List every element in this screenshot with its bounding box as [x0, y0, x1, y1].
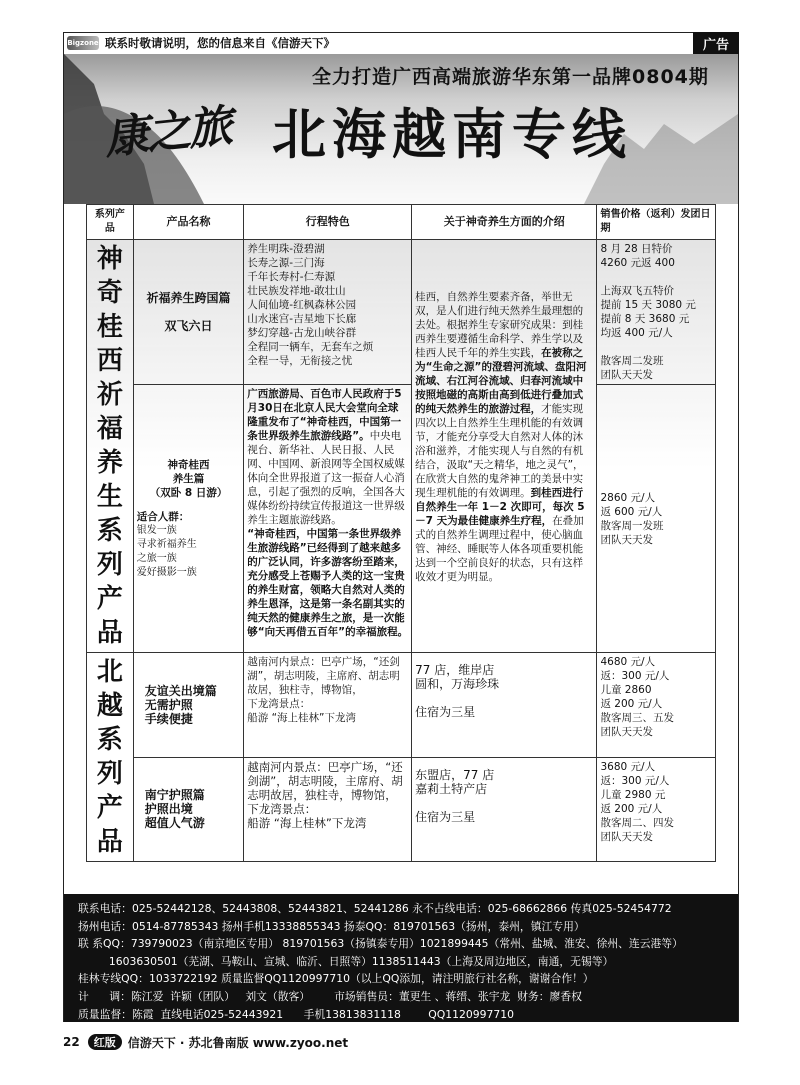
- intro-text: 在叠加式的自然养生调理过程中，使心脑血管、神经、睡眠等人体各项重要机能达到一个空前良好的状态，只有这样收效才更为明显。: [415, 515, 584, 583]
- headline: 北海越南专线: [272, 103, 632, 166]
- contact-line: 计 调：陈江爱 许颖（团队） 刘文（散客） 市场销售员：董更生 、蒋缙、张宇龙 财务：廖香权: [78, 989, 582, 1003]
- product-name: 南宁护照篇 护照出境 超值人气游: [144, 788, 205, 831]
- contact-line: 桂林专线QQ：1033722192 质量监督QQ1120997710（以上QQ添加，请注明旅行社名称，谢谢合作！）: [78, 972, 594, 986]
- intro-text: 桂西，自然养生要素齐备，举世无双，是人们进行纯天然养生最理想的去处。根据养生专家研究成果：到桂西养生要遵循生命科学、养生学以及桂西人民千年的养生实践，: [415, 291, 584, 359]
- intro-text-bold: 在被称之为“生命之源”的澄碧河流域、盘阳河流域、右江河谷流域、归春河流域中按照地磁的高斯由高到低进行叠加式的纯天然养生的旅游过程，: [415, 347, 587, 415]
- contact-footer: [64, 894, 738, 1022]
- table-row: [87, 757, 716, 862]
- product-name: 祈福养生跨国篇: [146, 291, 231, 305]
- crowd-block: [137, 510, 241, 580]
- news-bold: 广西旅游局、百色市人民政府于5月30日在北京人民大会堂向全球隆重发布了“神奇桂西，中国第一条世界级养生旅游线路”。: [247, 388, 402, 442]
- page-number: 22: [63, 1035, 80, 1049]
- crowd-list: 银发一族 寻求祈福养生 之旅一族 爱好摄影一族: [136, 524, 197, 578]
- header-intro: 关于神奇养生方面的介绍: [412, 205, 597, 240]
- product-name: 友谊关出境篇 无需护照 手续便捷: [144, 683, 217, 726]
- contact-line: 质量监督：陈霞 直线电话025-52443921 手机13813831118 QQ1120997710: [78, 1007, 514, 1021]
- contact-line: 扬州电话：0514-87785343 扬州手机13338855343 扬泰QQ：819701563（扬州，泰州，镇江专用）: [78, 919, 585, 933]
- header-price: 销售价格（返利）发团日期: [597, 205, 716, 240]
- itinerary-cell: 越南河内景点：巴亭广场，“还剑湖”，胡志明陵，主席府、胡志明故居，独柱寺，博物馆， 下龙湾景点： 船游 “海上桂林”下龙湾: [244, 757, 412, 862]
- shops-cell: 77 店，维岸店 圆和，万海珍珠 住宿为三星: [412, 653, 597, 758]
- table-row: [87, 240, 716, 385]
- table-row: [87, 385, 716, 653]
- contact-line: 1603630501（芜湖、马鞍山、宣城、临沂、日照等）1138511443（上海及周边地区，南通，无锡等）: [78, 954, 614, 968]
- product-name-cell: [133, 385, 244, 653]
- intro-text: 才能实现四次以上自然养生生理机能的有效调节，才能充分享受大自然对人体的沐浴和滋养，才能实现人与自然的有机结合，汲取“天之精华，地之灵气”，在欣赏大自然的鬼斧神工的美景中实现生理机能的有效调理。: [415, 403, 584, 499]
- hero-banner: [64, 54, 738, 204]
- series-guixi: 神奇桂西祈福养生系列产品: [87, 240, 134, 653]
- itinerary-cell: 越南河内景点：巴亭广场，“还剑湖”，胡志明陵，主席府、胡志明故居，独柱寺，博物馆， 下龙湾景点： 船游 “海上桂林”下龙湾: [244, 653, 412, 758]
- header-itinerary: 行程特色: [244, 205, 412, 240]
- contact-line: 联 系QQ：739790023（南京地区专用） 819701563（扬镇泰专用）1021899445（常州、盐城、淮安、徐州、连云港等）: [78, 937, 683, 951]
- publication-title: 信游天下 · 苏北鲁南版 www.zyoo.net: [127, 1035, 349, 1050]
- price-cell: 2860 元/人 返 600 元/人 散客周一发班 团队天天发: [597, 385, 716, 653]
- price-cell: 8 月 28 日特价 4260 元返 400 上海双飞五特价 提前 15 天 3080 元 提前 8 天 3680 元 均返 400 元/人 散客周二发班 团队天天发: [597, 240, 716, 385]
- top-bar: [63, 32, 739, 54]
- price-cell: 4680 元/人 返：300 元/人 儿童 2860 返 200 元/人 散客周三、五发 团队天天发: [597, 653, 716, 758]
- intro-text-bold: 到桂西进行自然养生一年 1－2 次即可，每次 5－7 天为最佳健康养生疗程，: [415, 487, 585, 527]
- brand-logo: 康之旅: [102, 100, 233, 165]
- news-bold: “神奇桂西，中国第一条世界级养生旅游线路”已经得到了越来越多的广泛认同，许多游客纷至踏来，充分感受上苍赐予人类的这一宝贵的养生财富，领略大自然对人类的养生恩泽，这是第一条名副其实的纯天然的健康养生之旅，是一次能够“向天再借五百年”的幸福旅程。: [247, 528, 409, 638]
- ad-tag: 广告: [693, 32, 739, 54]
- series-north-vietnam: 北越系列产品: [87, 653, 134, 862]
- health-intro-cell: [412, 240, 597, 653]
- product-name-cell: [133, 653, 244, 758]
- product-days: 双飞六日: [164, 319, 213, 333]
- product-table: [86, 204, 716, 862]
- header-series: 系列产品: [87, 205, 134, 240]
- itinerary-cell: 养生明珠-澄碧湖 长寿之源-三门海 千年长寿村-仁寿源 壮民族发祥地-敢壮山 人间仙境-红枫森林公园 山水迷宫-吉星地下长廊 梦幻穿越-古龙山峡谷群 全程同一辆车，无套车之烦 全程一导，无衔接之忧: [244, 240, 412, 385]
- news-cell: [244, 385, 412, 653]
- crowd-title: 适合人群：: [136, 510, 190, 523]
- edition-badge: 红版: [88, 1034, 122, 1050]
- table-row: [87, 653, 716, 758]
- price-cell: 3680 元/人 返：300 元/人 儿童 2980 元 返 200 元/人 散客周二、四发 团队天天发: [597, 757, 716, 862]
- table-header-row: [87, 205, 716, 240]
- news-text: 中央电视台、新华社、人民日报、人民网、中国网、新浪网等全国权威媒体向全世界报道了这一振奋人心消息，引起了强烈的反响，全国各大媒体纷纷持续宣传报道这一世界级养生主题旅游线路。: [247, 430, 405, 526]
- contact-line: 联系电话：025-52442128、52443808、52443821、52441286 永不占线电话：025-68662866 传真025-52454772: [78, 902, 672, 915]
- header-name: 产品名称: [133, 205, 244, 240]
- contact-notice: 联系时敬请说明，您的信息来自《信游天下》: [105, 36, 335, 50]
- page-footer: [63, 1032, 739, 1052]
- product-name: 神奇桂西 养生篇 （双卧 8 日游）: [149, 458, 228, 499]
- bigzone-logo: Bigzone: [67, 36, 99, 50]
- product-name-cell: [133, 240, 244, 385]
- product-name-cell: [133, 757, 244, 862]
- slogan: 全力打造广西高端旅游华东第一品牌0804期: [312, 66, 709, 88]
- shops-cell: 东盟店，77 店 嘉莉土特产店 住宿为三星: [412, 757, 597, 862]
